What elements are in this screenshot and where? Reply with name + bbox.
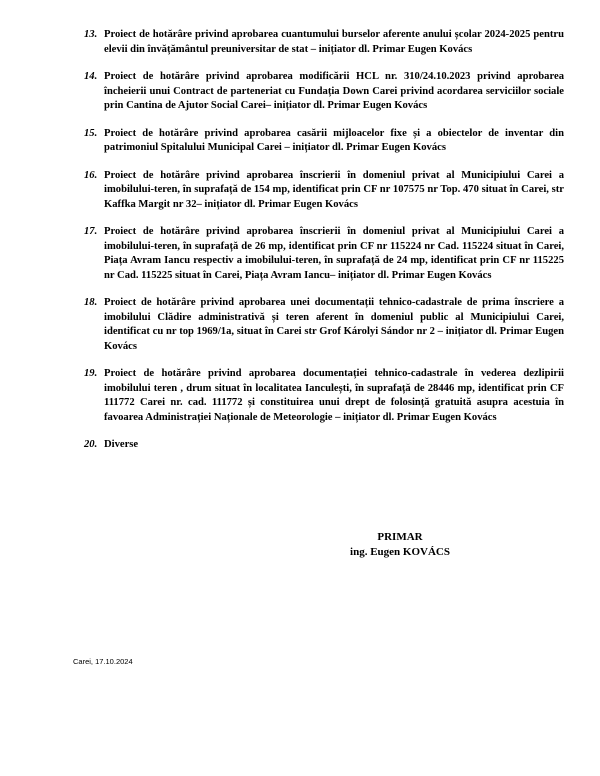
signature-name: ing. Eugen KOVÁCS [350,546,450,558]
item-number: 20. [84,439,98,450]
item-text: Proiect de hotărâre privind aprobarea înscrierii în domeniul privat al Municipiului Carei a imobilului-teren, în suprafață de 154 mp, identificat prin CF nr 107575 nr Top. 470 situat în Carei, str Kaffka Margit nr 32– inițiator dl. Primar Eugen Kovács [104,169,564,210]
item-text: Proiect de hotărâre privind aprobarea modificării HCL nr. 310/24.10.2023 privind aprobarea încheierii unui Contract de parteneriat cu Fundația Down Carei privind acordarea serviciilor sociale prin Cantina de Ajutor Social Carei– inițiator dl. Primar Eugen Kovács [104,71,564,111]
signature-title: PRIMAR [377,531,423,543]
signature-block [300,530,500,560]
list-item [84,225,564,283]
item-text: Proiect de hotărâre privind aprobarea înscrierii în domeniul privat al Municipiului Carei a imobilului-teren, în suprafață de 26 mp, identificat prin CF nr 115224 nr Cad. 115224 situat în Carei, Piața Avram Iancu respectiv a imobilului-teren, în suprafață de 24 mp, identificat prin CF nr 115225 nr Cad. 115225 situat în Carei, Piața Avram Iancu– inițiator dl. Primar Eugen Kovács [104,226,564,281]
footer-date: Carei, 17.10.2024 [73,657,133,666]
item-number: 14. [84,71,98,82]
item-text: Proiect de hotărâre privind aprobarea unei documentații tehnico-cadastrale de prima înscriere a imobilului Clădire administrativă și teren aferent în domeniul public al Municipiului Carei, identificat cu nr top 1969/1a, situat în Carei str Grof Károlyi Sándor nr 2 – inițiator dl. Primar Eugen Kovács [104,297,564,352]
item-number: 15. [84,127,98,139]
agenda-list [84,28,564,466]
list-item [84,296,564,354]
item-text: Diverse [104,439,139,450]
list-item [84,438,564,453]
item-number: 19. [84,368,98,379]
item-text: Proiect de hotărâre privind aprobarea casării mijloacelor fixe și a obiectelor de inventar din patrimoniul Spitalului Municipal Carei – inițiator dl. Primar Eugen Kovács [104,127,564,153]
list-item [84,127,564,156]
item-number: 13. [84,29,98,40]
item-number: 17. [84,226,98,237]
list-item [84,367,564,425]
list-item [84,28,564,57]
item-number: 16. [84,169,98,181]
item-text: Proiect de hotărâre privind aprobarea documentației tehnico-cadastrale în vederea dezlipirii imobilului teren , drum situat în localitatea Ianculești, în suprafață de 28446 mp, identificat prin CF 111772 Carei nr. cad. 111772 și constituirea unui drept de folosință gratuită asupra acestuia în favoarea Administrației Naționale de Meteorologie – inițiator dl. Primar Eugen Kovács [104,368,564,423]
list-item [84,70,564,114]
item-text: Proiect de hotărâre privind aprobarea cuantumului burselor aferente anului școlar 2024-2025 pentru elevii din învățământul preuniversitar de stat – inițiator dl. Primar Eugen Kovács [104,29,564,55]
list-item [84,169,564,213]
item-number: 18. [84,297,98,308]
